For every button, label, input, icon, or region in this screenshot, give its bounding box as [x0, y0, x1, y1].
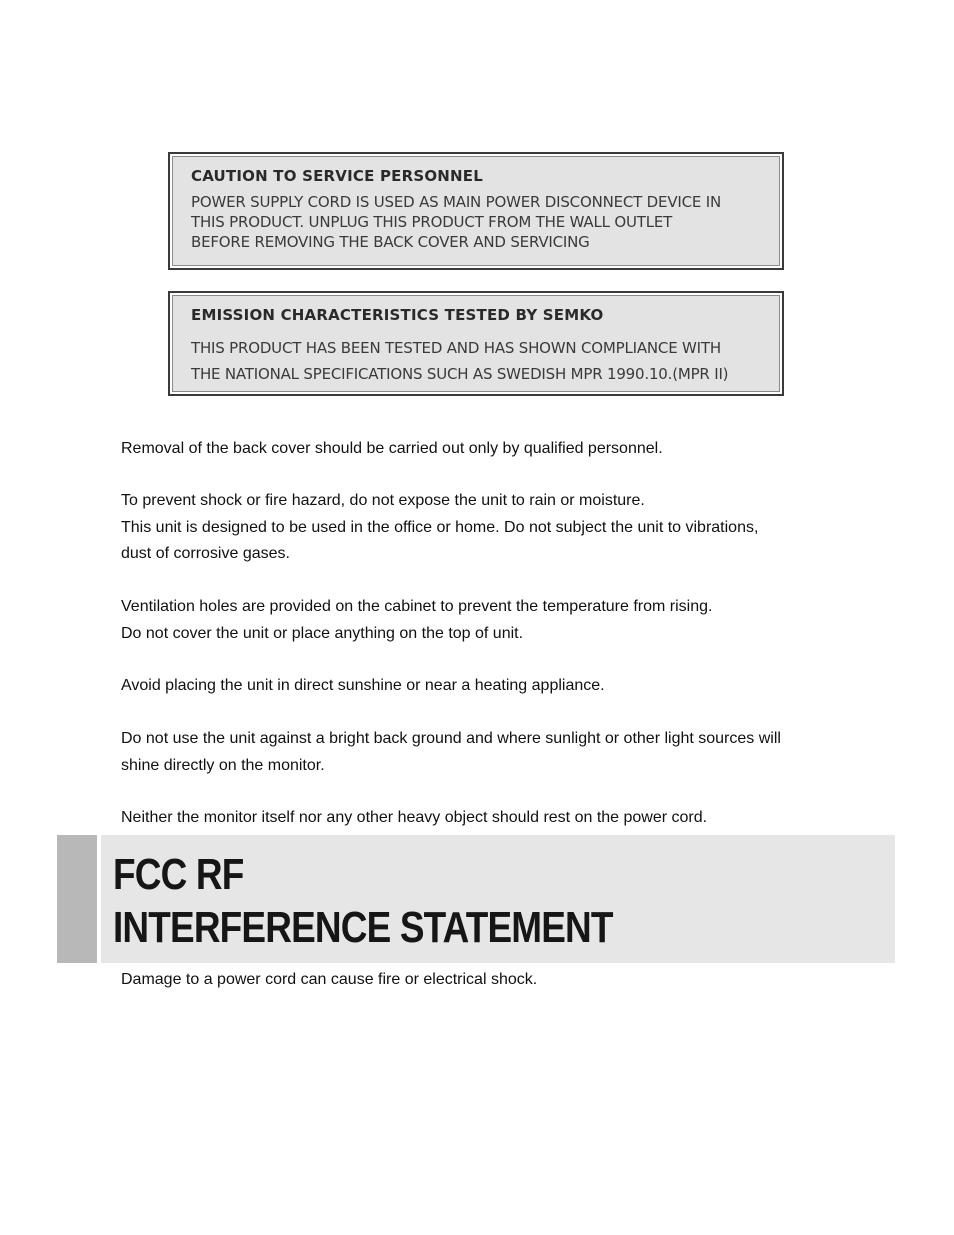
paragraph-power-cord: [121, 805, 707, 832]
paragraph-line: Neither the monitor itself nor any other heavy object should rest on the power cord.: [121, 809, 708, 826]
semko-label-line: THE NATIONAL SPECIFICATIONS SUCH AS SWEDISH MPR 1990.10.(MPR II): [191, 365, 729, 383]
paragraph-line: Do not use the unit against a bright back ground and where sunlight or other light sources will: [121, 730, 781, 747]
paragraph-line: Removal of the back cover should be carried out only by qualified personnel.: [121, 440, 663, 457]
caution-label-panel: [172, 156, 780, 266]
caution-label-box: [168, 152, 784, 270]
paragraph-bright-background: [121, 726, 781, 779]
paragraph-line: This unit is designed to be used in the office or home. Do not subject the unit to vibrations,: [121, 518, 759, 536]
caution-label-line: BEFORE REMOVING THE BACK COVER AND SERVICING: [191, 233, 590, 251]
semko-label-line: THIS PRODUCT HAS BEEN TESTED AND HAS SHOWN COMPLIANCE WITH: [191, 339, 721, 357]
caution-label-title: CAUTION TO SERVICE PERSONNEL: [191, 167, 484, 185]
paragraph-line: Do not cover the unit or place anything on the top of unit.: [121, 624, 524, 642]
banner-panel: [101, 835, 895, 963]
fcc-section-banner: [57, 835, 895, 963]
section-heading-line2: INTERFERENCE STATEMENT: [113, 903, 613, 952]
paragraph-line: dust of corrosive gases.: [121, 545, 290, 562]
caution-label-line: POWER SUPPLY CORD IS USED AS MAIN POWER DISCONNECT DEVICE IN: [191, 193, 721, 211]
banner-accent-bar: [57, 835, 97, 963]
paragraph-sunshine: [121, 673, 605, 700]
paragraph-ventilation: [121, 594, 712, 647]
section-heading-line1: FCC RF: [113, 850, 244, 899]
semko-label-box: [168, 291, 784, 396]
semko-label-title: EMISSION CHARACTERISTICS TESTED BY SEMKO: [191, 306, 604, 324]
paragraph-line: To prevent shock or fire hazard, do not expose the unit to rain or moisture.: [121, 492, 645, 509]
paragraph-line: shine directly on the monitor.: [121, 756, 325, 774]
paragraph-cord-damage: [121, 967, 537, 994]
paragraph-line: Ventilation holes are provided on the cabinet to prevent the temperature from rising.: [121, 598, 713, 615]
caution-label-line: THIS PRODUCT. UNPLUG THIS PRODUCT FROM THE WALL OUTLET: [191, 213, 673, 231]
paragraph-back-cover: [121, 436, 663, 463]
semko-label-panel: [172, 295, 780, 392]
paragraph-shock-hazard: [121, 488, 758, 568]
paragraph-line: Avoid placing the unit in direct sunshine or near a heating appliance.: [121, 677, 605, 694]
paragraph-line: Damage to a power cord can cause fire or electrical shock.: [121, 971, 538, 988]
